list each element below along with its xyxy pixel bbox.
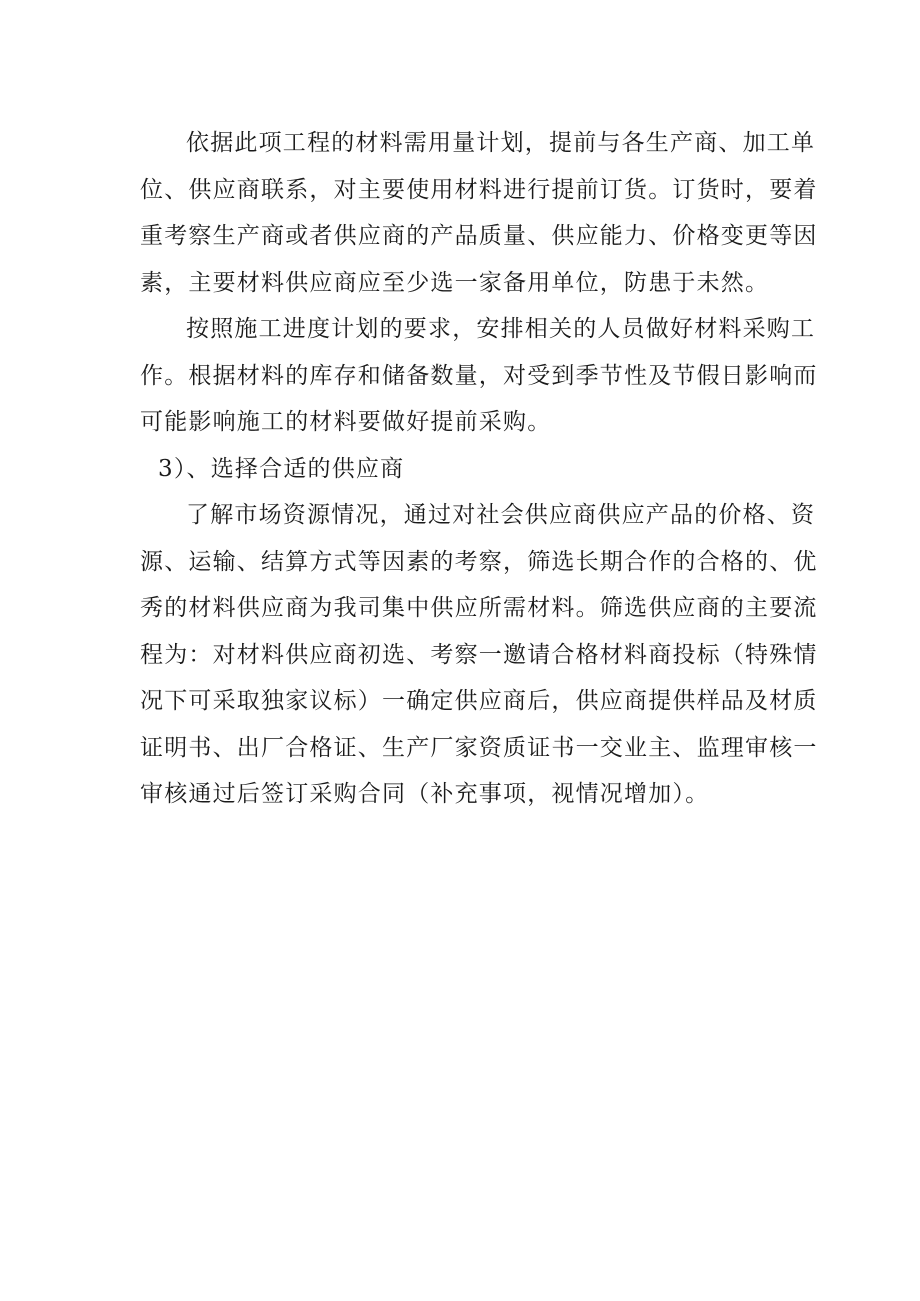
paragraph-line: 可能影响施工的材料要做好提前采购。 — [140, 409, 552, 435]
paragraph-line: 位、供应商联系，对主要使用材料进行提前订货。订货时，要着 — [140, 176, 818, 203]
paragraph-line: 秀的材料供应商为我司集中供应所需材料。筛选供应商的主要流 — [140, 595, 818, 621]
paragraph-line: 重考察生产商或者供应商的产品质量、供应能力、价格变更等因 — [140, 223, 818, 249]
paragraph-line: 作。根据材料的库存和储备数量，对受到季节性及节假日影响而 — [140, 362, 818, 389]
paragraph-line: 程为：对材料供应商初选、考察一邀请合格材料商投标（特殊情 — [140, 641, 818, 668]
section-heading-text: 3）、选择合适的供应商 — [158, 455, 405, 482]
paragraph-line: 源、运输、结算方式等因素的考察，筛选长期合作的合格的、优 — [140, 548, 818, 575]
section-heading — [140, 446, 790, 493]
paragraph-line: 按照施工进度计划的要求，安排相关的人员做好材料采购工 — [186, 316, 816, 342]
paragraph-line: 素，主要材料供应商应至少选一家备用单位，防患于未然。 — [140, 269, 770, 296]
paragraph-line: 况下可采取独家议标）一确定供应商后，供应商提供样品及材质 — [140, 688, 818, 714]
paragraph-line: 审核通过后签订采购合同（补充事项，视情况增加）。 — [140, 781, 710, 807]
paragraph-line: 依据此项工程的材料需用量计划，提前与各生产商、加工单 — [186, 130, 816, 156]
paragraph-line: 证明书、出厂合格证、生产厂家资质证书一交业主、监理审核一 — [140, 734, 818, 761]
document-body — [140, 120, 818, 818]
paragraph-line: 了解市场资源情况，通过对社会供应商供应产品的价格、资 — [186, 502, 816, 528]
paragraph-material-ordering — [140, 120, 818, 306]
paragraph-supplier-selection — [140, 492, 818, 818]
paragraph-procurement-schedule — [140, 306, 818, 446]
